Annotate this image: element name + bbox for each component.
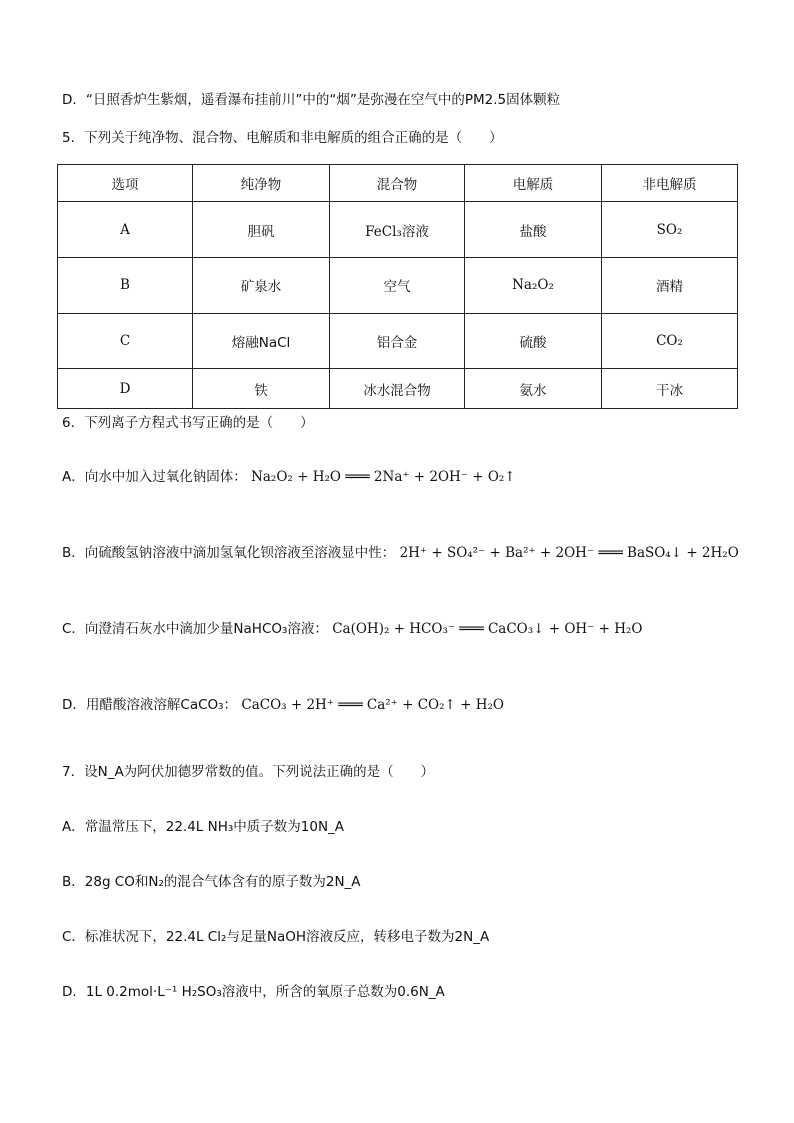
table-cell: FeCl₃溶液	[330, 202, 465, 258]
q7-option-a-text: A．常温常压下，22.4L NH₃中质子数为10N_A	[62, 819, 345, 835]
q6-option-c	[62, 619, 642, 639]
table-cell: 铝合金	[330, 313, 465, 369]
table-row	[58, 202, 738, 258]
q7-stem-text: 7．设N_A为阿伏加德罗常数的值。下列说法正确的是（ ）	[62, 764, 435, 780]
q4-option-d	[62, 90, 560, 110]
header-cell: 纯净物	[193, 165, 330, 202]
table-cell: 冰水混合物	[330, 369, 465, 409]
table-cell: B	[58, 258, 193, 314]
table-cell: 干冰	[602, 369, 738, 409]
table-cell: 矿泉水	[193, 258, 330, 314]
q4-option-d-text: D．“日照香炉生紫烟，遥看瀑布挂前川”中的“烟”是弥漫在空气中的PM2.5固体颗粒	[62, 92, 561, 108]
q6-option-a	[62, 467, 516, 487]
q6-option-a-label: A．向水中加入过氧化钠固体：	[62, 469, 247, 485]
table-cell: 酒精	[602, 258, 738, 314]
q6-option-b-label: B．向硫酸氢钠溶液中滴加氢氧化钡溶液至溶液显中性：	[62, 545, 396, 561]
q6-option-c-equation: Ca(OH)₂ + HCO₃⁻ ═══ CaCO₃↓ + OH⁻ + H₂O	[332, 621, 643, 637]
table-cell: 氨水	[465, 369, 602, 409]
table-cell: 硫酸	[465, 313, 602, 369]
header-cell: 混合物	[330, 165, 465, 202]
table-cell: 盐酸	[465, 202, 602, 258]
q6-stem	[62, 413, 314, 433]
table-cell: 空气	[330, 258, 465, 314]
table-cell: Na₂O₂	[465, 258, 602, 314]
table-cell: CO₂	[602, 313, 738, 369]
q7-option-d	[62, 982, 445, 1002]
table-cell: D	[58, 369, 193, 409]
header-cell: 选项	[58, 165, 193, 202]
table-cell: A	[58, 202, 193, 258]
q6-option-c-label: C．向澄清石灰水中滴加少量NaHCO₃溶液：	[62, 621, 328, 637]
q6-option-d-label: D．用醋酸溶液溶解CaCO₃：	[62, 697, 238, 713]
q7-option-d-text: D．1L 0.2mol·L⁻¹ H₂SO₃溶液中，所含的氧原子总数为0.6N_A	[62, 984, 445, 1000]
table-cell: C	[58, 313, 193, 369]
table-row	[58, 258, 738, 314]
table-cell: 胆矾	[193, 202, 330, 258]
q6-option-b-equation: 2H⁺ + SO₄²⁻ + Ba²⁺ + 2OH⁻ ═══ BaSO₄↓ + 2H₂O	[399, 545, 739, 561]
header-cell: 非电解质	[602, 165, 738, 202]
q7-option-c	[62, 927, 489, 947]
q6-option-d	[62, 695, 504, 715]
table-cell: SO₂	[602, 202, 738, 258]
q7-option-c-text: C．标准状况下，22.4L Cl₂与足量NaOH溶液反应，转移电子数为2N_A	[62, 929, 490, 945]
q5-stem-text: 5．下列关于纯净物、混合物、电解质和非电解质的组合正确的是（ ）	[62, 130, 503, 146]
table-row	[58, 313, 738, 369]
q5-stem	[62, 128, 503, 148]
table-row	[58, 369, 738, 409]
q6-option-b	[62, 543, 739, 563]
q6-option-d-equation: CaCO₃ + 2H⁺ ═══ Ca²⁺ + CO₂↑ + H₂O	[241, 697, 504, 713]
q7-option-b	[62, 872, 361, 892]
header-cell: 电解质	[465, 165, 602, 202]
q7-option-a	[62, 817, 344, 837]
q7-stem	[62, 762, 434, 782]
table-header-row	[58, 165, 738, 202]
q6-option-a-equation: Na₂O₂ + H₂O ═══ 2Na⁺ + 2OH⁻ + O₂↑	[251, 469, 516, 485]
table-cell: 熔融NaCl	[193, 313, 330, 369]
q7-option-b-text: B．28g CO和N₂的混合气体含有的原子数为2N_A	[62, 874, 361, 890]
q6-stem-text: 6．下列离子方程式书写正确的是（ ）	[62, 415, 314, 431]
table-cell: 铁	[193, 369, 330, 409]
q5-table	[57, 164, 738, 409]
